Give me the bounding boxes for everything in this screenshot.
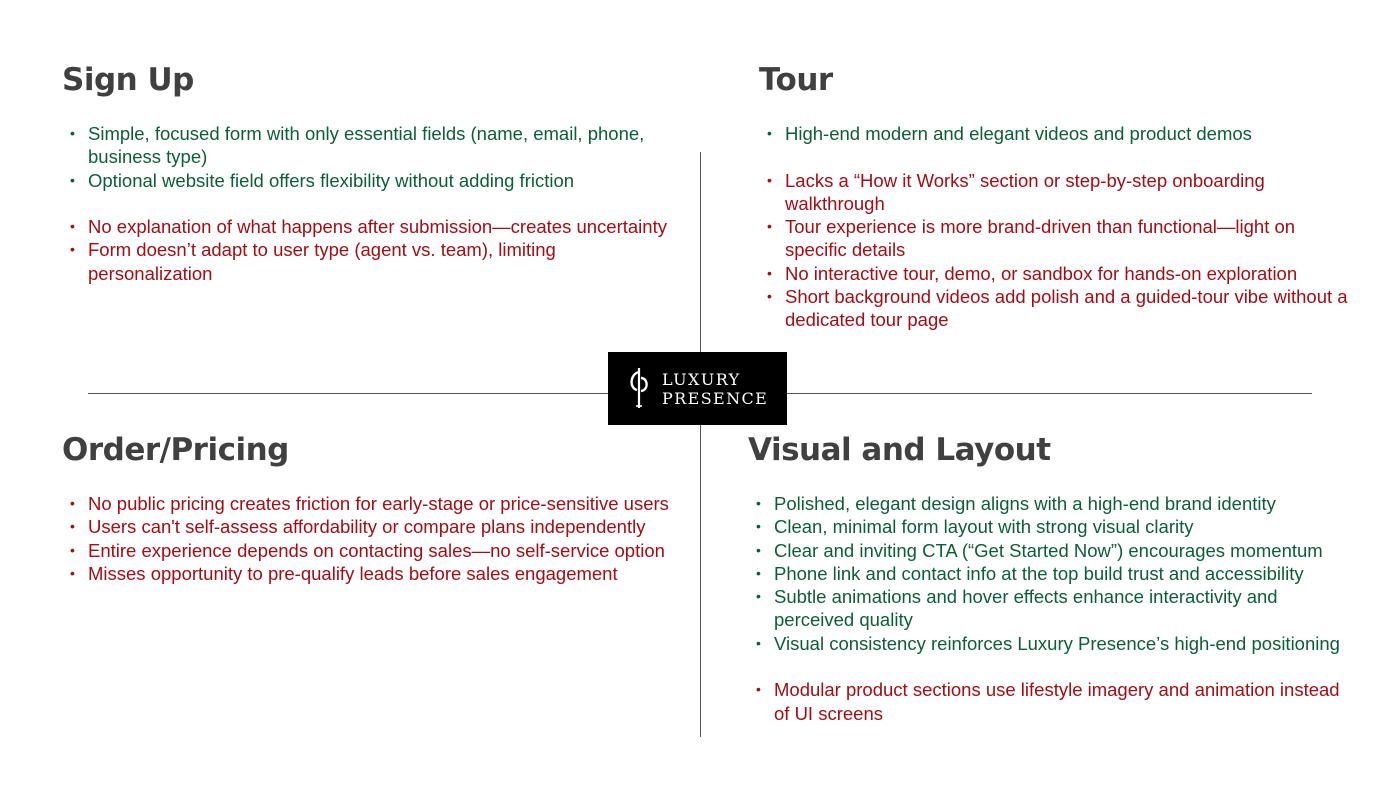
logo-wordmark <box>662 370 768 408</box>
list-item-negative: • Lacks a “How it Works” section or step-by-step onboarding walkthrough <box>759 169 1359 216</box>
section-title-tour: Tour <box>759 62 833 98</box>
list-item-positive: • Visual consistency reinforces Luxury Presence’s high-end positioning <box>748 632 1358 655</box>
list-item-positive: • Clean, minimal form layout with strong visual clarity <box>748 515 1358 538</box>
horizontal-divider-left <box>88 393 608 394</box>
order-pricing-list <box>62 492 682 585</box>
list-item-negative: • No explanation of what happens after submission—creates uncertainty <box>62 215 682 238</box>
section-title-visual-layout: Visual and Layout <box>748 432 1051 468</box>
logo-line-2: PRESENCE <box>662 389 769 408</box>
visual-layout-list <box>748 492 1358 725</box>
list-item-negative: • Users can't self-assess affordability or compare plans independently <box>62 515 682 538</box>
luxury-presence-logo <box>608 352 787 425</box>
section-title-sign-up: Sign Up <box>62 62 194 98</box>
sign-up-list <box>62 122 682 285</box>
logo-line-1: LUXURY <box>662 370 741 389</box>
list-item-positive: • Clear and inviting CTA (“Get Started Now”) encourages momentum <box>748 539 1358 562</box>
list-item-negative: • Modular product sections use lifestyle imagery and animation instead of UI screens <box>748 678 1358 725</box>
quadrant-visual-layout <box>748 430 1358 725</box>
list-item-positive: • Subtle animations and hover effects enhance interactivity and perceived quality <box>748 585 1358 632</box>
quadrant-sign-up <box>62 60 682 285</box>
tour-list <box>759 122 1359 332</box>
list-item-positive: • Simple, focused form with only essential fields (name, email, phone, business type) <box>62 122 682 169</box>
quadrant-tour <box>759 60 1359 332</box>
list-item-negative: • No interactive tour, demo, or sandbox for hands-on exploration <box>759 262 1359 285</box>
list-item-positive: • Optional website field offers flexibility without adding friction <box>62 169 682 192</box>
list-item-negative: • No public pricing creates friction for early-stage or price-sensitive users <box>62 492 682 515</box>
vertical-divider-bottom <box>700 425 701 737</box>
quadrant-order-pricing <box>62 430 682 585</box>
list-item-negative: • Tour experience is more brand-driven than functional—light on specific details <box>759 215 1359 262</box>
list-item-negative: • Misses opportunity to pre-qualify leads before sales engagement <box>62 562 682 585</box>
list-item-negative: • Entire experience depends on contacting sales—no self-service option <box>62 539 682 562</box>
list-item-positive: • Phone link and contact info at the top build trust and accessibility <box>748 562 1358 585</box>
horizontal-divider-right <box>787 393 1312 394</box>
list-item-positive: • High-end modern and elegant videos and product demos <box>759 122 1359 145</box>
section-title-order-pricing: Order/Pricing <box>62 432 289 468</box>
list-item-negative: • Form doesn’t adapt to user type (agent vs. team), limiting personalization <box>62 238 682 285</box>
list-item-positive: • Polished, elegant design aligns with a high-end brand identity <box>748 492 1358 515</box>
luxury-presence-monogram-icon <box>626 366 652 410</box>
list-item-negative: • Short background videos add polish and a guided-tour vibe without a dedicated tour page <box>759 285 1359 332</box>
vertical-divider-top <box>700 152 701 352</box>
